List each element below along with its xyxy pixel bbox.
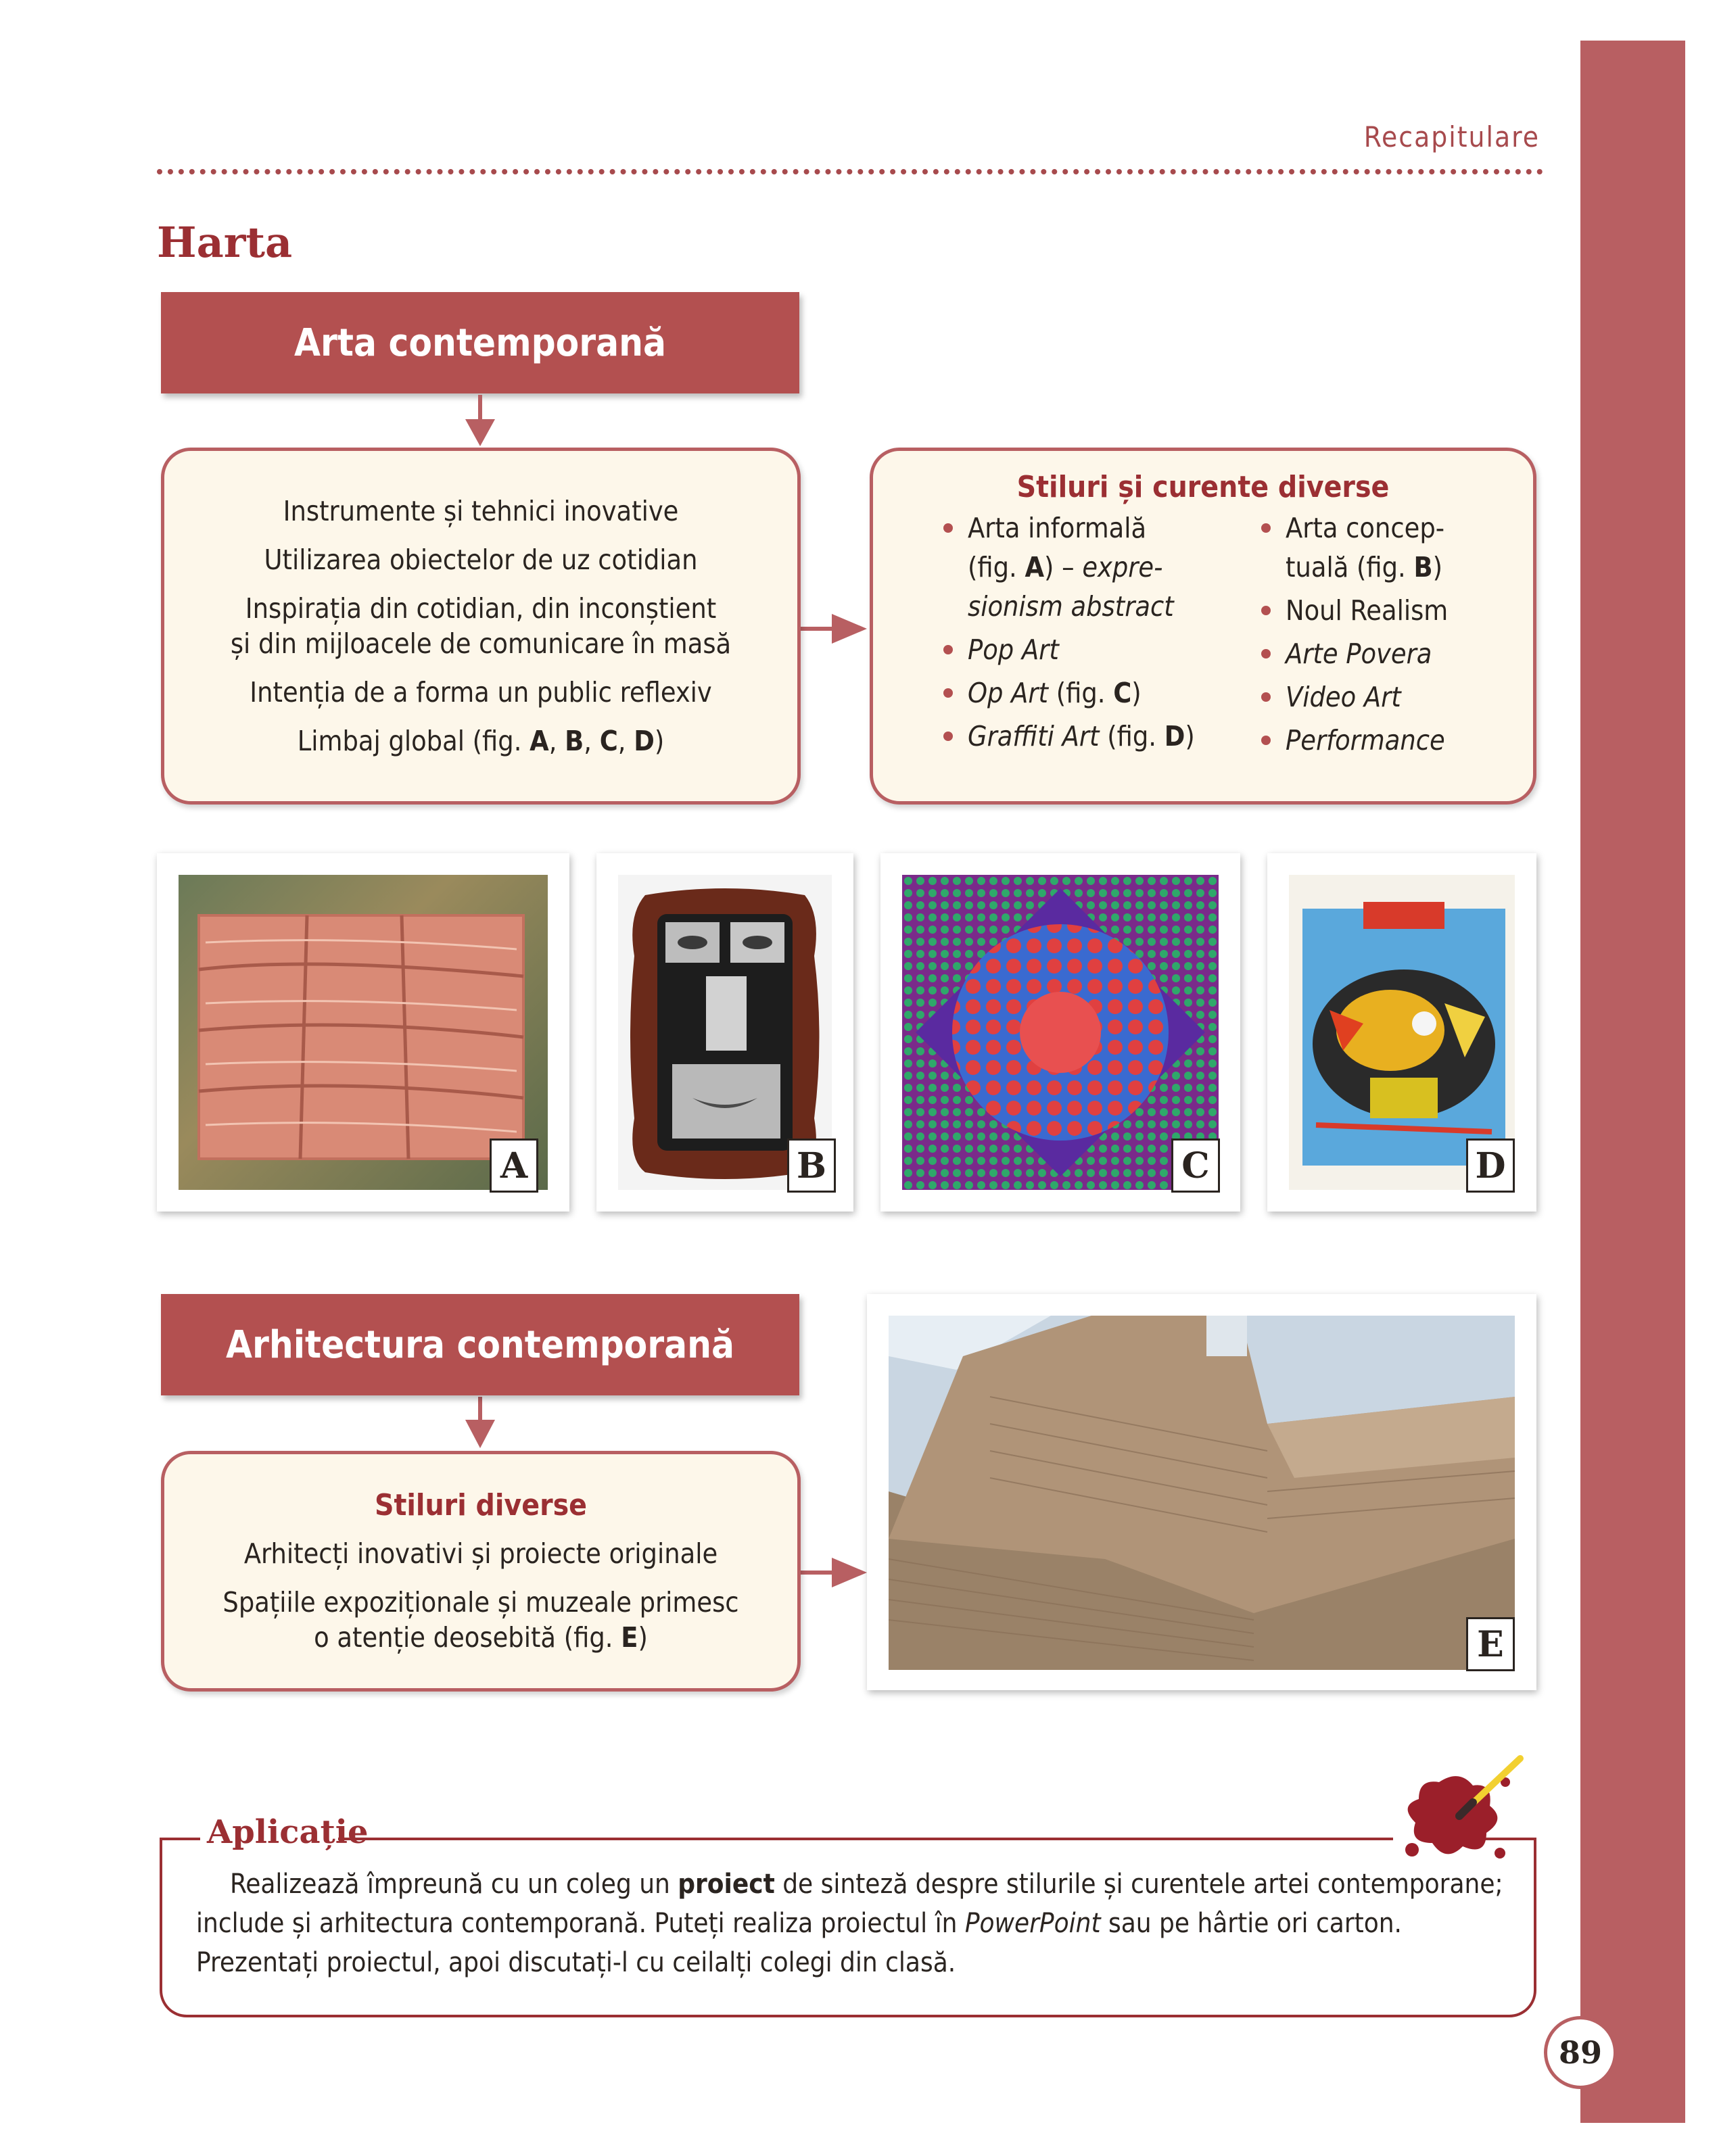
arch-right-arrow-head — [832, 1558, 867, 1587]
figure-b-frame — [596, 853, 853, 1212]
art-down-arrow-head — [465, 419, 495, 446]
style-item-conceptual: Arta concep- tuală (fig. B) — [1259, 508, 1529, 587]
figure-b-label: B — [787, 1139, 836, 1193]
application-rule — [338, 1838, 1393, 1840]
art-right-arrow-head — [832, 614, 867, 644]
application-rule-left — [160, 1838, 200, 1840]
figure-d-label: D — [1466, 1139, 1515, 1193]
architecture-sub-heading: Stiluri diverse — [374, 1487, 588, 1523]
styles-list-right — [1259, 508, 1529, 760]
figure-a-label: A — [490, 1139, 538, 1193]
style-item-graffiti-art: Graffiti Art (fig. D) — [941, 717, 1259, 756]
art-styles-box — [870, 448, 1536, 805]
application-text: Realizează împreună cu un coleg un proiect de sinteză despre stilurile și curentele artei contemporane; include și arhitectura contemporană. Puteți realiza proiectul în PowerPoint sau pe hârtie ori carton. Prezentați proiectul, apoi discutați-l cu ceilalți colegi din clasă. — [196, 1869, 1503, 1978]
architecture-line: Spațiile expoziționale și muzeale primesc — [222, 1585, 739, 1619]
page-title: Harta — [157, 218, 293, 267]
art-features-box — [161, 448, 801, 805]
application-title: Aplicație — [207, 1813, 369, 1851]
architecture-line: o atenție deosebită (fig. E) — [314, 1621, 648, 1654]
figure-c-label: C — [1171, 1139, 1220, 1193]
style-item-pop-art: Pop Art — [941, 630, 1259, 669]
feature-line: Intenția de a forma un public reflexiv — [250, 676, 712, 709]
architecture-heading-box — [161, 1294, 799, 1395]
style-item-video-art: Video Art — [1259, 677, 1529, 717]
section-label: Recapitulare — [1363, 120, 1540, 153]
figure-a-frame — [157, 853, 569, 1212]
paint-splash-icon — [1392, 1755, 1527, 1870]
figure-e-image — [889, 1316, 1515, 1670]
figure-e-label: E — [1466, 1617, 1515, 1671]
feature-line: Inspirația din cotidian, din inconștient — [245, 592, 717, 625]
style-item-performance: Performance — [1259, 721, 1529, 760]
feature-line: Utilizarea obiectelor de uz cotidian — [264, 544, 698, 576]
styles-list-left — [941, 508, 1259, 760]
styles-heading: Stiluri și curente diverse — [1016, 470, 1390, 504]
style-item-op-art: Op Art (fig. C) — [941, 673, 1259, 713]
style-item-arte-povera: Arte Povera — [1259, 634, 1529, 673]
figure-e-frame — [867, 1294, 1536, 1690]
art-heading: Arta contemporană — [294, 320, 666, 365]
architecture-line: Arhitecți inovativi și proiecte originale — [243, 1537, 718, 1570]
style-item-noul-realism: Noul Realism — [1259, 591, 1529, 630]
figure-d-frame — [1267, 853, 1536, 1212]
page-number: 89 — [1544, 2016, 1617, 2089]
global-language-line: Limbaj global (fig. A, B, C, D) — [297, 725, 665, 757]
feature-line: și din mijloacele de comunicare în masă — [230, 627, 732, 660]
figure-c-frame — [880, 853, 1240, 1212]
arch-down-arrow-head — [465, 1420, 495, 1448]
architecture-box — [161, 1451, 801, 1692]
architecture-heading: Arhitectura contemporană — [226, 1322, 734, 1367]
feature-line: Instrumente și tehnici inovative — [283, 495, 679, 527]
style-item-informal: Arta informală (fig. A) – expre- sionism abstract — [941, 508, 1259, 626]
